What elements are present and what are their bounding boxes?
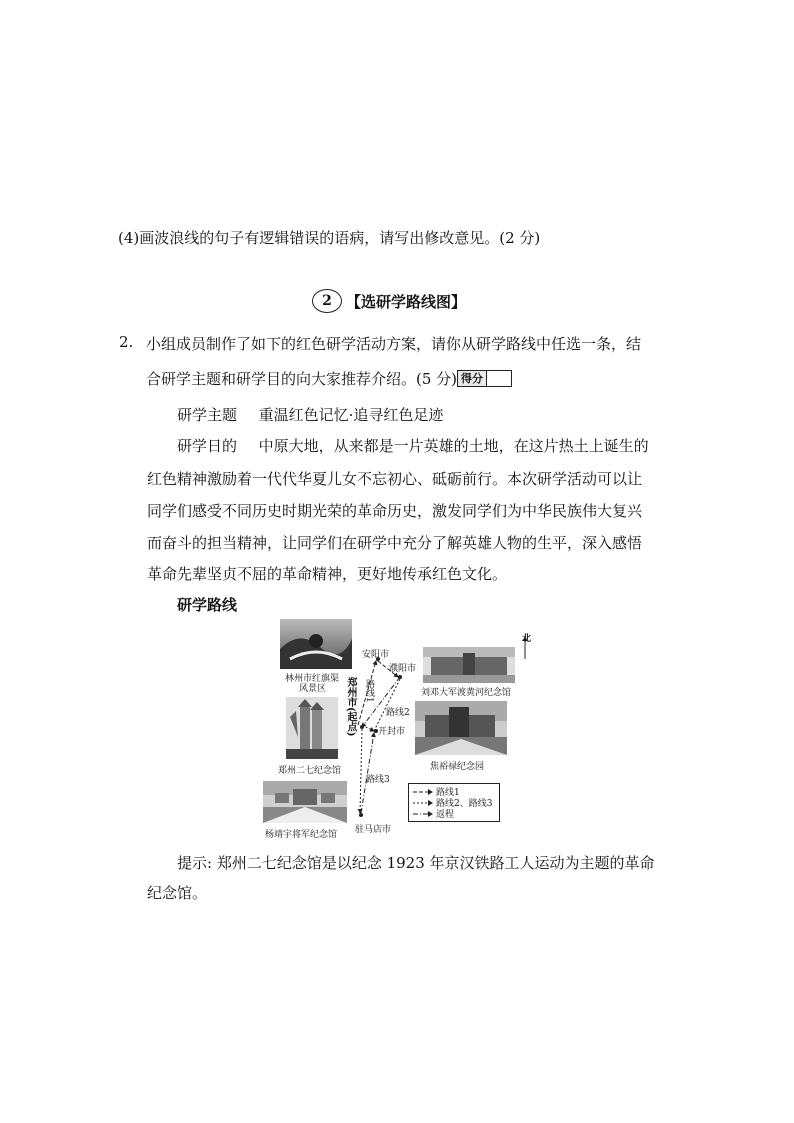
legend-label-1: 路线1 xyxy=(436,788,460,798)
section-title: 【选研学路线图】 xyxy=(346,292,467,311)
section-number-badge: 2 xyxy=(312,289,342,313)
theme-label: 研学主题 xyxy=(177,406,238,424)
liudeng-label: 刘邓大军渡黄河纪念馆 xyxy=(421,688,512,698)
purpose-line4: 而奋斗的担当精神，让同学们在研学中充分了解英雄人物的生平，深入感悟 xyxy=(147,534,643,552)
purpose-line2: 红色精神激励着一代代华夏儿女不忘初心、砥砺前行。本次研学活动可以让 xyxy=(147,470,643,488)
yangjingyu-label: 杨靖宇将军纪念馆 xyxy=(265,830,338,840)
tip-line1: 提示: 郑州二七纪念馆是以纪念 1923 年京汉铁路工人运动为主题的革命 xyxy=(177,854,655,872)
purpose-line1: 中原大地，从来都是一片英雄的土地，在这片热土上诞生的 xyxy=(258,437,649,455)
purpose-row xyxy=(177,435,649,456)
theme-row xyxy=(177,404,443,425)
legend-line-2 xyxy=(413,800,433,806)
legend-item-3 xyxy=(413,808,495,819)
purpose-label: 研学日的 xyxy=(177,437,238,455)
route-label: 研学路线 xyxy=(177,596,238,614)
score-blank[interactable] xyxy=(487,371,511,386)
legend-label-2: 路线2、路线3 xyxy=(436,799,493,809)
erqi-label: 郑州二七纪念馆 xyxy=(278,766,342,776)
legend-line-1 xyxy=(413,789,433,795)
purpose-line3: 同学们感受不同历史时期光荣的革命历史，激发同学们为中华民族伟大复兴 xyxy=(147,502,643,520)
kaifeng-label: 开封市 xyxy=(378,727,406,737)
legend-line-3 xyxy=(413,811,433,817)
question-2-line1: 小组成员制作了如下的红色研学活动方案，请你从研学路线中任选一条，结 xyxy=(146,335,642,353)
route1-label: 路线1 xyxy=(364,679,374,703)
question-2-line2-row xyxy=(146,368,512,389)
route-map xyxy=(258,617,538,839)
zhumadian-label: 驻马店市 xyxy=(355,825,392,835)
question-2-number: 2. xyxy=(119,333,134,351)
north-label: 北 xyxy=(522,634,532,644)
legend-label-3: 返程 xyxy=(436,810,455,820)
linzhou-label: 林州市红旗渠 xyxy=(285,674,340,684)
zhengzhou-label: 郑州市(起点) xyxy=(345,677,356,737)
theme-text: 重温红色记忆·追寻红色足迹 xyxy=(258,406,444,424)
tip-line2: 纪念馆。 xyxy=(147,884,208,902)
puyang-label: 濮阳市 xyxy=(389,664,417,674)
route3-label: 路线3 xyxy=(366,775,390,785)
jiaoyulu-label: 焦裕禄纪念园 xyxy=(430,762,485,772)
anyang-label: 安阳市 xyxy=(362,650,390,660)
score-box[interactable] xyxy=(457,370,512,387)
section-heading xyxy=(312,289,466,313)
linzhou-label-2: 风景区 xyxy=(299,684,327,694)
question-4-text: (4)画波浪线的句子有逻辑错误的语病，请写出修改意见。(2 分) xyxy=(118,229,541,247)
route2-label: 路线2 xyxy=(386,708,410,718)
question-2-line2: 合研学主题和研学目的向大家推荐介绍。(5 分) xyxy=(146,370,458,388)
score-label: 得分 xyxy=(458,371,487,386)
map-legend xyxy=(408,783,500,822)
purpose-line5: 革命先辈坚贞不屈的革命精神，更好地传承红色文化。 xyxy=(147,565,508,583)
